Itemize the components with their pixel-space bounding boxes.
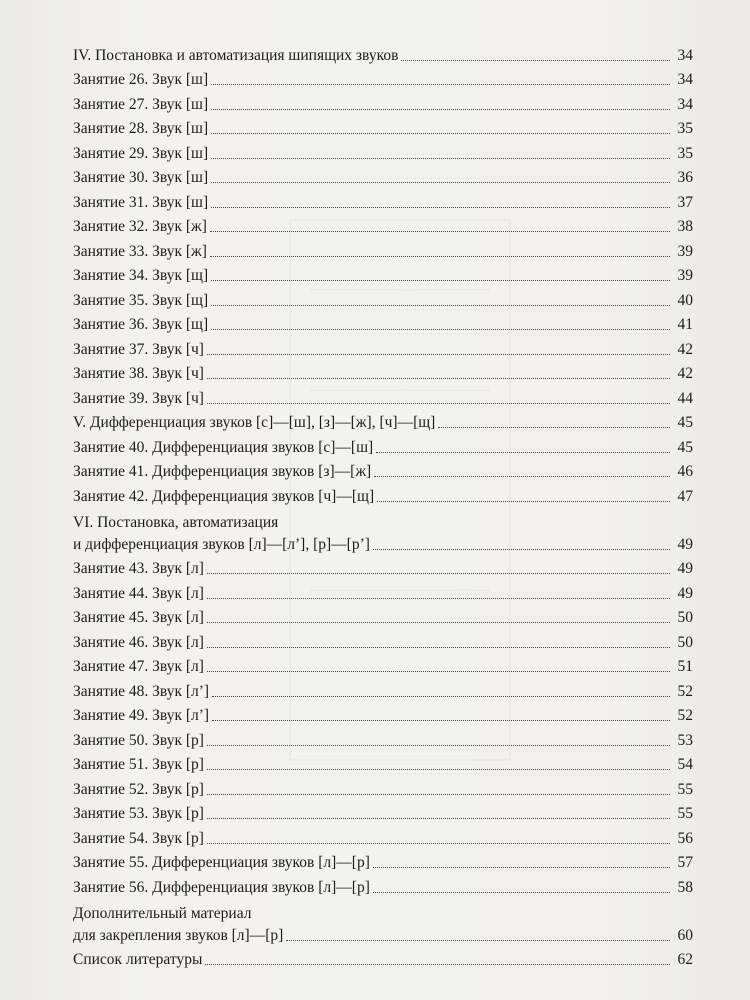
toc-entry-title: Занятие 29. Звук [ш] bbox=[73, 144, 209, 162]
dot-leader bbox=[207, 818, 670, 819]
dot-leader bbox=[207, 769, 670, 770]
toc-entry-title: Занятие 53. Звук [р] bbox=[73, 805, 204, 822]
dot-leader bbox=[210, 231, 670, 232]
toc-entry-title: V. Дифференциация звуков [с]—[ш], [з]—[ж], [ч]—[щ] bbox=[73, 414, 436, 431]
toc-entry-title: IV. Постановка и автоматизация шипящих звуков bbox=[73, 46, 399, 64]
dot-leader bbox=[374, 476, 670, 477]
toc-entry[interactable] bbox=[73, 114, 693, 139]
toc-entry-title: Занятие 42. Дифференциация звуков [ч]—[щ] bbox=[73, 487, 375, 505]
toc-entry[interactable] bbox=[73, 554, 693, 579]
toc-entry-title: Список литературы bbox=[73, 951, 203, 968]
dot-leader bbox=[207, 622, 670, 623]
toc-entry-title: Занятие 40. Дифференциация звуков [с]—[ш] bbox=[73, 438, 374, 456]
toc-page-number: 44 bbox=[677, 389, 693, 407]
toc-page-number: 52 bbox=[677, 682, 693, 700]
table-of-contents bbox=[73, 40, 693, 969]
toc-entry[interactable] bbox=[73, 163, 693, 188]
toc-entry-title: Занятие 41. Дифференциация звуков [з]—[ж] bbox=[73, 463, 372, 480]
toc-entry[interactable] bbox=[73, 701, 693, 726]
toc-page-number: 55 bbox=[677, 780, 693, 798]
toc-page-number: 52 bbox=[677, 707, 693, 724]
toc-page-number: 49 bbox=[677, 584, 693, 602]
toc-page-number: 34 bbox=[677, 71, 693, 88]
dot-leader bbox=[211, 207, 670, 208]
dot-leader bbox=[211, 109, 670, 110]
dot-leader bbox=[207, 378, 670, 379]
toc-entry[interactable] bbox=[73, 457, 693, 482]
toc-page-number: 62 bbox=[677, 951, 693, 968]
toc-page-number: 49 bbox=[677, 535, 693, 553]
toc-entry-title: Занятие 37. Звук [ч] bbox=[73, 340, 204, 358]
toc-entry[interactable] bbox=[73, 725, 693, 750]
toc-entry-title: Занятие 48. Звук [л’] bbox=[73, 682, 210, 700]
dot-leader bbox=[373, 892, 670, 893]
toc-entry-title: Занятие 54. Звук [р] bbox=[73, 829, 204, 847]
toc-entry-title: Занятие 31. Звук [ш] bbox=[73, 193, 209, 211]
dot-leader bbox=[211, 182, 670, 183]
toc-entry-title: Занятие 52. Звук [р] bbox=[73, 780, 204, 798]
toc-entry-title: Занятие 55. Дифференциация звуков [л]—[р] bbox=[73, 854, 370, 871]
toc-entry-title: Занятие 28. Звук [ш] bbox=[73, 120, 209, 137]
dot-leader bbox=[212, 696, 670, 697]
dot-leader bbox=[212, 720, 670, 721]
toc-entry[interactable] bbox=[73, 65, 693, 90]
toc-references[interactable] bbox=[73, 945, 693, 970]
toc-entry[interactable] bbox=[73, 676, 693, 701]
dot-leader bbox=[205, 964, 670, 965]
toc-entry[interactable] bbox=[73, 823, 693, 848]
toc-entry-title: Занятие 56. Дифференциация звуков [л]—[р] bbox=[73, 878, 370, 896]
toc-entry-title-line1: VI. Постановка, автоматизация bbox=[73, 513, 279, 531]
toc-entry-title: Занятие 26. Звук [ш] bbox=[73, 71, 209, 88]
toc-page-number: 42 bbox=[677, 340, 693, 358]
toc-entry-title-line1: Дополнительный материал bbox=[73, 904, 252, 922]
dot-leader bbox=[207, 647, 670, 648]
toc-entry[interactable] bbox=[73, 334, 693, 359]
toc-page-number: 49 bbox=[677, 560, 693, 577]
dot-leader bbox=[211, 158, 670, 159]
toc-page-number: 45 bbox=[677, 438, 693, 456]
dot-leader bbox=[401, 60, 670, 61]
toc-page-number: 41 bbox=[677, 316, 693, 333]
toc-entry[interactable] bbox=[73, 774, 693, 799]
toc-page-number: 55 bbox=[677, 805, 693, 822]
dot-leader bbox=[211, 329, 670, 330]
toc-page-number: 40 bbox=[677, 291, 693, 309]
toc-page-number: 46 bbox=[677, 463, 693, 480]
toc-entry[interactable] bbox=[73, 285, 693, 310]
toc-page-number: 56 bbox=[677, 829, 693, 847]
toc-entry[interactable] bbox=[73, 236, 693, 261]
toc-entry-title: Занятие 32. Звук [ж] bbox=[73, 218, 207, 235]
dot-leader bbox=[210, 256, 670, 257]
toc-entry-title: Занятие 43. Звук [л] bbox=[73, 560, 204, 577]
toc-entry[interactable] bbox=[73, 40, 693, 65]
toc-entry[interactable] bbox=[73, 408, 693, 433]
toc-entry-title: Занятие 30. Звук [ш] bbox=[73, 169, 209, 186]
toc-page-number: 53 bbox=[677, 731, 693, 749]
toc-page-number: 50 bbox=[677, 609, 693, 626]
toc-entry[interactable] bbox=[73, 872, 693, 897]
toc-entry-title: Занятие 33. Звук [ж] bbox=[73, 242, 207, 260]
toc-page-number: 47 bbox=[677, 487, 693, 505]
toc-entry-title: Занятие 34. Звук [щ] bbox=[73, 267, 209, 284]
toc-entry[interactable] bbox=[73, 799, 693, 824]
toc-page-number: 34 bbox=[677, 95, 693, 113]
toc-entry[interactable] bbox=[73, 89, 693, 114]
toc-page-number: 38 bbox=[677, 218, 693, 235]
dot-leader bbox=[377, 501, 670, 502]
toc-entry[interactable] bbox=[73, 212, 693, 237]
toc-page-number: 45 bbox=[677, 414, 693, 431]
toc-entry[interactable] bbox=[73, 603, 693, 628]
toc-page-number: 39 bbox=[677, 242, 693, 260]
toc-page-number: 51 bbox=[677, 658, 693, 675]
dot-leader bbox=[207, 354, 670, 355]
toc-entry[interactable] bbox=[73, 187, 693, 212]
dot-leader bbox=[438, 427, 670, 428]
toc-page-number: 36 bbox=[677, 169, 693, 186]
dot-leader bbox=[207, 598, 670, 599]
dot-leader bbox=[207, 573, 670, 574]
toc-entry-title: Занятие 46. Звук [л] bbox=[73, 633, 204, 651]
dot-leader bbox=[211, 280, 670, 281]
toc-page-number: 50 bbox=[677, 633, 693, 651]
dot-leader bbox=[207, 843, 670, 844]
toc-extra-material[interactable] bbox=[73, 901, 693, 945]
toc-entry[interactable] bbox=[73, 578, 693, 603]
dot-leader bbox=[376, 452, 670, 453]
toc-page-number: 54 bbox=[677, 756, 693, 773]
toc-entry-title-line2: для закрепления звуков [л]—[р] bbox=[73, 926, 284, 944]
dot-leader bbox=[207, 671, 670, 672]
toc-section-6[interactable] bbox=[73, 510, 693, 554]
toc-entry[interactable] bbox=[73, 627, 693, 652]
toc-entry[interactable] bbox=[73, 432, 693, 457]
toc-entry[interactable] bbox=[73, 138, 693, 163]
toc-page-number: 39 bbox=[677, 267, 693, 284]
toc-entry-title: Занятие 47. Звук [л] bbox=[73, 658, 204, 675]
toc-entry[interactable] bbox=[73, 261, 693, 286]
toc-entry-title: Занятие 38. Звук [ч] bbox=[73, 365, 204, 382]
toc-page-number: 42 bbox=[677, 365, 693, 382]
toc-entry-title: Занятие 50. Звук [р] bbox=[73, 731, 204, 749]
toc-entry-title-line2: и дифференциация звуков [л]—[л’], [р]—[р’] bbox=[73, 535, 370, 553]
toc-entry-title: Занятие 27. Звук [ш] bbox=[73, 95, 209, 113]
dot-leader bbox=[207, 745, 670, 746]
toc-page-number: 60 bbox=[677, 926, 693, 944]
toc-entry[interactable] bbox=[73, 310, 693, 335]
toc-page-number: 34 bbox=[677, 46, 693, 64]
toc-entry[interactable] bbox=[73, 652, 693, 677]
toc-entry[interactable] bbox=[73, 383, 693, 408]
dot-leader bbox=[373, 867, 670, 868]
dot-leader bbox=[207, 794, 670, 795]
toc-entry-title: Занятие 45. Звук [л] bbox=[73, 609, 204, 626]
toc-entry-title: Занятие 51. Звук [р] bbox=[73, 756, 204, 773]
toc-page-number: 35 bbox=[677, 120, 693, 137]
toc-page-number: 37 bbox=[677, 193, 693, 211]
toc-page-number: 57 bbox=[677, 854, 693, 871]
toc-entry[interactable] bbox=[73, 848, 693, 873]
dot-leader bbox=[373, 549, 670, 550]
dot-leader bbox=[286, 940, 670, 941]
toc-entry-title: Занятие 44. Звук [л] bbox=[73, 584, 204, 602]
dot-leader bbox=[211, 133, 670, 134]
dot-leader bbox=[211, 305, 670, 306]
toc-entry-title: Занятие 39. Звук [ч] bbox=[73, 389, 204, 407]
toc-page-number: 58 bbox=[677, 878, 693, 896]
toc-page-number: 35 bbox=[677, 144, 693, 162]
toc-entry-title: Занятие 35. Звук [щ] bbox=[73, 291, 209, 309]
toc-entry[interactable] bbox=[73, 481, 693, 506]
toc-entry-title: Занятие 36. Звук [щ] bbox=[73, 316, 209, 333]
toc-entry[interactable] bbox=[73, 359, 693, 384]
dot-leader bbox=[207, 403, 670, 404]
dot-leader bbox=[211, 84, 670, 85]
toc-entry[interactable] bbox=[73, 750, 693, 775]
toc-entry-title: Занятие 49. Звук [л’] bbox=[73, 707, 210, 724]
